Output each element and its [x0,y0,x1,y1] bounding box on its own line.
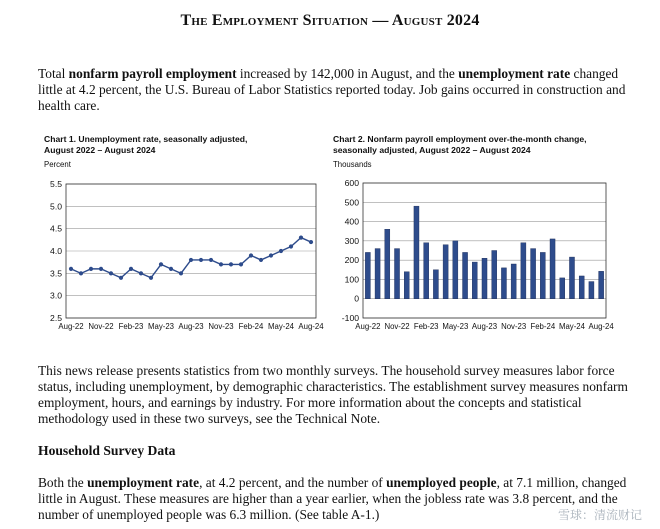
chart2-x-tick-label: Aug-24 [588,322,614,331]
bold-unemployed-people: unemployed people [386,475,497,490]
chart1-svg [36,134,326,334]
chart2-bar [589,282,594,299]
chart2-bar [443,245,448,299]
chart1-point [199,258,203,262]
chart1-point [269,253,273,257]
chart2-bar [531,249,536,299]
chart2-bar [492,251,497,299]
chart1-point [239,262,243,266]
chart2-y-tick-label: -100 [341,313,359,323]
chart1-point [189,258,193,262]
chart2-y-unit: Thousands [333,160,372,169]
chart1-x-tick-label: Nov-23 [208,322,234,331]
bold-nonfarm-payroll: nonfarm payroll employment [68,66,237,81]
chart1-y-tick-label: 5.5 [50,179,62,189]
chart2-bar [453,241,458,299]
chart-unemployment-rate [36,134,326,334]
chart1-point [109,271,113,275]
intro-paragraph: Total nonfarm payroll employment increased by 142,000 in August, and the unemployment rate changed little at 4.2 percent, the U.S. Bureau of Labor Statistics reported today. Job gains occurred in construction and health care. [38,66,626,113]
chart2-y-tick-label: 600 [344,178,359,188]
chart2-svg [326,134,626,334]
chart1-point [99,267,103,271]
chart1-y-tick-label: 3.5 [50,268,62,279]
chart1-point [129,267,133,271]
chart2-x-tick-label: Feb-24 [530,322,556,331]
chart1-point [209,258,213,262]
chart1-point [299,236,303,240]
chart2-y-tick-label: 300 [344,235,359,246]
chart1-point [289,244,293,248]
chart2-bar [569,257,574,299]
chart1-point [89,267,93,271]
chart1-point [79,271,83,275]
chart1-point [259,258,263,262]
chart2-x-tick-label: Nov-23 [501,322,527,331]
chart1-point [169,267,173,271]
chart2-x-tick-label: May-23 [442,322,469,331]
chart1-x-tick-label: Aug-23 [178,322,204,331]
chart1-y-unit: Percent [44,160,71,169]
chart2-bar [365,252,370,298]
chart1-y-tick-label: 2.5 [50,313,62,323]
chart2-bar [560,278,565,299]
chart1-x-tick-label: May-24 [268,322,294,331]
chart1-y-tick-label: 3.0 [50,290,62,301]
chart2-bar [404,272,409,299]
household-paragraph: Both the unemployment rate, at 4.2 percent, and the number of unemployed people, at 7.1 million, changed little in August. These measures are higher than a year earlier, when the jobless rate was 3.8 percent, and the number of unemployed people was 6.3 million. (See table A-1.) [38,475,627,522]
bold-unemployment-rate-2: unemployment rate [87,475,200,490]
chart1-point [229,262,233,266]
chart2-x-tick-label: Aug-22 [355,322,381,331]
watermark: 雪球：清流财记 [557,508,642,522]
chart1-x-tick-label: Nov-22 [88,322,114,331]
chart2-bar [463,252,468,298]
chart1-y-tick-label: 5.0 [50,201,62,212]
surveys-paragraph: This news release presents statistics from two monthly surveys. The household survey measures labor force status, including unemployment, by demographic characteristics. The establishment survey measures nonfarm employment, hours, and earnings by industry. For more information about the concepts and statistical methodology used in these two surveys, see the Technical Note. [38,363,628,426]
bold-unemployment-rate: unemployment rate [458,66,571,81]
chart2-y-tick-label: 500 [344,197,359,208]
chart2-bar [550,239,555,299]
chart1-y-tick-label: 4.5 [50,223,62,234]
chart2-bar [375,249,380,299]
chart2-bar [501,268,506,299]
household-survey-heading: Household Survey Data [38,443,176,458]
chart1-point [139,271,143,275]
chart2-bar [579,276,584,299]
chart2-bar [521,243,526,299]
document-title: The Employment Situation — August 2024 [180,12,480,29]
chart2-bar [472,262,477,299]
chart1-point [309,240,313,244]
chart2-title: Chart 2. Nonfarm payroll employment over-the-month change, seasonally adjusted, August 2022 – August 2024 [333,134,587,155]
chart2-bar [414,206,419,299]
chart2-bar [424,243,429,299]
chart1-point [279,249,283,253]
chart1-y-tick-label: 4.0 [50,246,62,256]
chart1-point [219,262,223,266]
chart-nonfarm-payroll [326,134,626,334]
chart2-bar [385,229,390,298]
chart2-bar [540,252,545,298]
chart1-point [159,262,163,266]
chart1-x-tick-label: May-23 [148,322,174,331]
chart2-y-tick-label: 100 [344,274,359,285]
chart1-series-line [71,238,311,278]
chart2-y-tick-label: 0 [354,293,359,304]
chart2-y-tick-label: 200 [344,255,359,266]
chart2-bar [599,271,604,298]
chart1-x-tick-label: Aug-22 [58,322,84,331]
chart1-x-tick-label: Aug-24 [298,322,324,331]
chart2-bar [433,270,438,299]
chart2-x-tick-label: Nov-22 [384,322,410,331]
chart1-x-tick-label: Feb-23 [118,322,144,331]
chart1-title: Chart 1. Unemployment rate, seasonally adjusted, August 2022 – August 2024 [44,134,248,155]
chart2-bar [394,249,399,299]
chart2-y-tick-label: 400 [344,216,359,227]
chart2-x-tick-label: Aug-23 [471,322,498,331]
chart1-point [149,276,153,280]
chart2-x-tick-label: May-24 [558,322,585,331]
chart2-bar [511,264,516,299]
chart1-x-tick-label: Feb-24 [238,322,264,331]
chart1-point [69,267,73,271]
chart2-bar [482,258,487,299]
chart2-x-tick-label: Feb-23 [413,322,439,331]
chart1-point [249,253,253,257]
chart1-point [119,276,123,280]
chart1-point [179,271,183,275]
